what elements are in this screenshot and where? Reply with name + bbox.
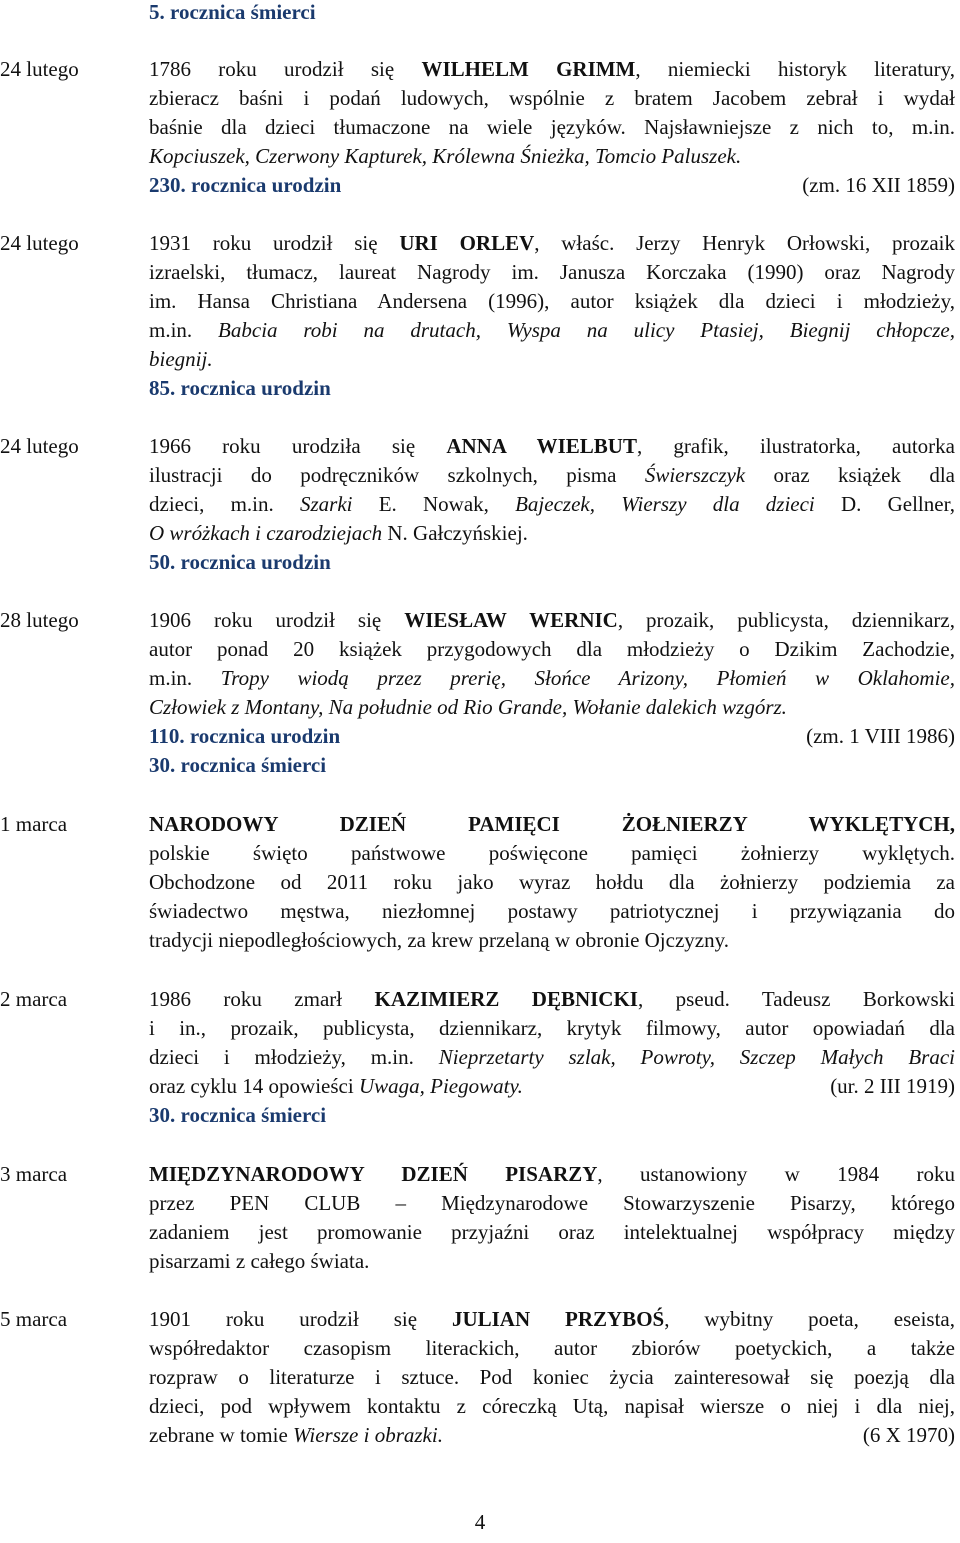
entry-text	[149, 1160, 955, 1276]
previous-entry-anniversary: 5. rocznica śmierci	[149, 0, 316, 24]
text-line: i in., prozaik, publicysta, dziennikarz, krytyk filmowy, autor opowiadań dla	[149, 1016, 955, 1040]
entry-text	[149, 229, 955, 403]
entry-date: 24 lutego	[0, 434, 79, 458]
book-titles: Kopciuszek, Czerwony Kapturek, Królewna Śnieżka, Tomcio Paluszek.	[149, 144, 742, 168]
person-name: KAZIMIERZ DĘBNICKI	[374, 987, 638, 1011]
text-line: m.in. Tropy wiodą przez prerię, Słońce Arizony, Płomień w Oklahomie,	[149, 666, 955, 690]
text-line: 1901 roku urodził się JULIAN PRZYBOŚ, wybitny poeta, eseista,	[149, 1307, 955, 1331]
book-titles: biegnij.	[149, 347, 213, 371]
text-line: MIĘDZYNARODOWY DZIEŃ PISARZY, ustanowiony w 1984 roku	[149, 1162, 955, 1186]
text-line	[149, 345, 955, 374]
text-line: świadectwo męstwa, niezłomnej postawy patriotycznej i przywiązania do	[149, 899, 955, 923]
book-titles: Tropy wiodą przez prerię, Słońce Arizony, Płomień w Oklahomie,	[220, 666, 955, 690]
text-line: izraelski, tłumacz, laureat Nagrody im. Janusza Korczaka (1990) oraz Nagrody	[149, 260, 955, 284]
date-note: (ur. 2 III 1919)	[830, 1074, 955, 1098]
anniversary-label: 110. rocznica urodzin	[149, 724, 341, 748]
entry-date: 1 marca	[0, 812, 68, 836]
text-line: autor ponad 20 książek przygodowych dla młodzieży o Dzikim Zachodzie,	[149, 637, 955, 661]
page-number: 4	[474, 1510, 486, 1534]
text-line: dzieci, pod wpływem kontaktu z córeczką Utą, napisał wiersze o niej i dla niej,	[149, 1394, 955, 1418]
text-line: 1906 roku urodził się WIESŁAW WERNIC, prozaik, publicysta, dziennikarz,	[149, 608, 955, 632]
anniversary-label-2: 30. rocznica śmierci	[149, 753, 327, 777]
anniversary-label: 85. rocznica urodzin	[149, 376, 331, 400]
person-name: WIESŁAW WERNIC	[404, 608, 618, 632]
entry-text	[149, 55, 955, 200]
book-titles: Człowiek z Montany, Na południe od Rio Grande, Wołanie dalekich wzgórz.	[149, 695, 787, 719]
text-line: współredaktor czasopism literackich, autor zbiorów poetyckich, a także	[149, 1336, 955, 1360]
text-line: dzieci, m.in. Szarki E. Nowak, Bajeczek, Wierszy dla dzieci D. Gellner,	[149, 492, 955, 516]
anniversary-row	[149, 171, 955, 200]
text-line: dzieci i młodzieży, m.in. Nieprzetarty szlak, Powroty, Szczep Małych Braci	[149, 1045, 955, 1069]
entry-date: 24 lutego	[0, 231, 79, 255]
text-line: 1786 roku urodził się WILHELM GRIMM, niemiecki historyk literatury,	[149, 57, 955, 81]
book-titles: Wiersze i obrazki.	[293, 1423, 443, 1447]
text-line: pisarzami z całego świata.	[149, 1249, 370, 1273]
anniversary-label: 230. rocznica urodzin	[149, 173, 342, 197]
entry-text	[149, 985, 955, 1130]
anniversary-label: 50. rocznica urodzin	[149, 550, 331, 574]
text-line: Obchodzone od 2011 roku jako wyraz hołdu dla żołnierzy podziemia za	[149, 870, 955, 894]
text-line: 1966 roku urodziła się ANNA WIELBUT, grafik, ilustratorka, autorka	[149, 434, 955, 458]
entry-date: 24 lutego	[0, 57, 79, 81]
book-titles: Uwaga, Piegowaty.	[358, 1074, 523, 1098]
event-name: MIĘDZYNARODOWY DZIEŃ PISARZY	[149, 1162, 598, 1186]
entry-date: 28 lutego	[0, 608, 79, 632]
text-line: m.in. Babcia robi na drutach, Wyspa na ulicy Ptasiej, Biegnij chłopcze,	[149, 318, 955, 342]
text-line: zbieracz baśni i podań ludowych, wspólnie z bratem Jacobem zebrał i wydał	[149, 86, 955, 110]
anniversary-row	[149, 722, 955, 751]
entry-date: 3 marca	[0, 1162, 68, 1186]
person-name: JULIAN PRZYBOŚ	[451, 1307, 665, 1331]
entry-date: 5 marca	[0, 1307, 68, 1331]
date-note: (6 X 1970)	[862, 1423, 955, 1447]
entry-date: 2 marca	[0, 987, 68, 1011]
text-line	[149, 142, 955, 171]
event-name: NARODOWY DZIEŃ PAMIĘCI ŻOŁNIERZY WYKLĘTYCH,	[149, 812, 955, 836]
entry-text	[149, 1305, 955, 1450]
book-titles: Babcia robi na drutach, Wyspa na ulicy Ptasiej, Biegnij chłopcze,	[218, 318, 955, 342]
text-line: 1986 roku zmarł KAZIMIERZ DĘBNICKI, pseud. Tadeusz Borkowski	[149, 987, 955, 1011]
text-line: rozpraw o literaturze i sztuce. Pod koniec życia zainteresował się poezją dla	[149, 1365, 955, 1389]
person-name: URI ORLEV	[399, 231, 535, 255]
text-line: przez PEN CLUB – Międzynarodowe Stowarzyszenie Pisarzy, którego	[149, 1191, 955, 1215]
person-name: ANNA WIELBUT	[446, 434, 637, 458]
entry-text	[149, 432, 955, 577]
text-line: O wróżkach i czarodziejach N. Gałczyńskiej.	[149, 521, 528, 545]
entry-text	[149, 810, 955, 955]
magazine-title: Świerszczyk	[644, 463, 746, 487]
text-line: 1931 roku urodził się URI ORLEV, właśc. Jerzy Henryk Orłowski, prozaik	[149, 231, 955, 255]
anniversary-label: 30. rocznica śmierci	[149, 1103, 327, 1127]
text-line: tradycji niepodległościowych, za krew przelaną w obronie Ojczyzny.	[149, 928, 729, 952]
book-titles: O wróżkach i czarodziejach	[149, 521, 383, 545]
person-name: WILHELM GRIMM	[421, 57, 636, 81]
date-note: (zm. 16 XII 1859)	[802, 173, 955, 197]
entry-text	[149, 606, 955, 780]
text-line: ilustracji do podręczników szkolnych, pisma Świerszczyk oraz książek dla	[149, 463, 955, 487]
text-line: im. Hansa Christiana Andersena (1996), autor książek dla dzieci i młodzieży,	[149, 289, 955, 313]
text-line	[149, 810, 955, 839]
text-line: zadaniem jest promowanie przyjaźni oraz intelektualnej współpracy między	[149, 1220, 955, 1244]
text-line	[149, 693, 955, 722]
text-line-with-note: oraz cyklu 14 opowieści Uwaga, Piegowaty. (ur. 2 III 1919)	[149, 1072, 955, 1101]
text-line: baśnie dla dzieci tłumaczone na wiele języków. Najsławniejsze z nich to, m.in.	[149, 115, 955, 139]
text-line: polskie święto państwowe poświęcone pamięci żołnierzy wyklętych.	[149, 841, 955, 865]
book-titles: Nieprzetarty szlak, Powroty, Szczep Małych Braci	[438, 1045, 955, 1069]
text-line-with-note: zebrane w tomie Wiersze i obrazki. (6 X 1970)	[149, 1421, 955, 1450]
date-note: (zm. 1 VIII 1986)	[806, 724, 955, 748]
